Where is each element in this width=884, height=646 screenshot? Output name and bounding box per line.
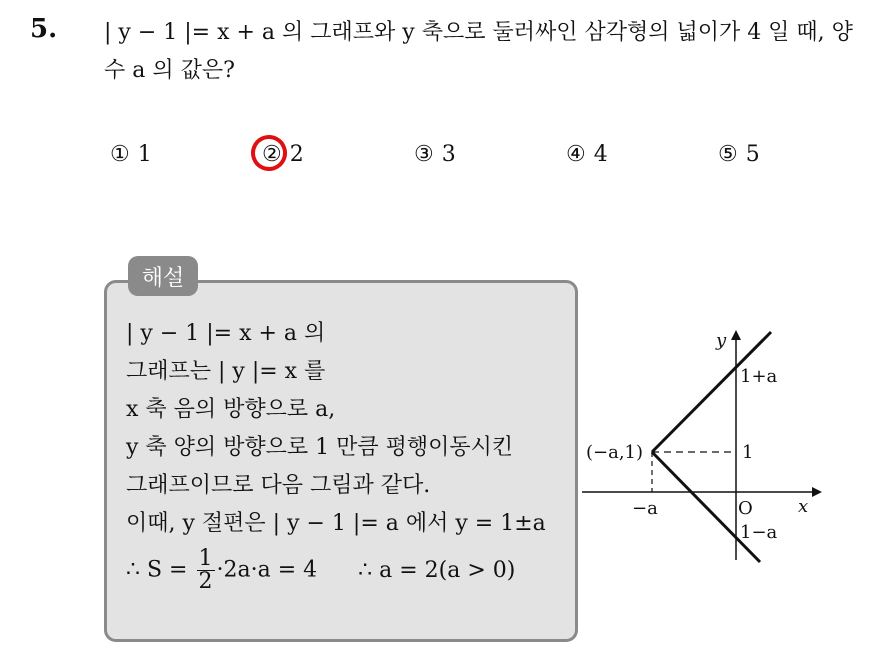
choice-2-value: 2 <box>289 142 304 167</box>
solution-line-5: 그래프이므로 다음 그림과 같다. <box>126 473 431 498</box>
question-text: | y − 1 |= x + a 의 그래프와 y 축으로 둘러싸인 삼각형의 넓이가 4 일 때, 양수 a 의 값은? <box>104 20 853 83</box>
choice-4-value: 4 <box>593 142 608 167</box>
question-number: 5. <box>30 14 58 44</box>
choice-1-value: 1 <box>137 142 152 167</box>
graph-figure <box>580 320 880 570</box>
solution-tag: 해설 <box>128 256 198 296</box>
choice-5-mark: ⑤ <box>718 142 738 167</box>
choice-4[interactable] <box>566 142 608 167</box>
fraction-denominator: 2 <box>198 569 213 594</box>
y-label-low: 1−a <box>740 522 778 543</box>
final-rest: ·2a·a = 4 <box>216 557 318 583</box>
answer-choices <box>0 142 884 178</box>
choice-1-mark: ① <box>110 142 130 167</box>
choice-1[interactable] <box>110 142 152 167</box>
final-prefix: ∴ S = <box>126 557 188 583</box>
choice-3[interactable] <box>414 142 456 167</box>
choice-2-mark: ② <box>262 142 282 167</box>
vertex-label: (−a,1) <box>586 442 644 463</box>
final-answer: ∴ a = 2(a > 0) <box>358 557 516 583</box>
solution-line-4: y 축 양의 방향으로 1 만큼 평행이동시킨 <box>126 435 514 460</box>
solution-line-2: 그래프는 | y |= x 를 <box>126 359 326 384</box>
choice-5[interactable] <box>718 142 760 167</box>
y-label-mid: 1 <box>742 442 754 463</box>
y-axis-label: y <box>716 330 727 351</box>
choice-3-mark: ③ <box>414 142 434 167</box>
graph-upper-branch <box>652 332 771 452</box>
solution-line-3: x 축 음의 방향으로 a, <box>126 397 336 422</box>
y-label-top: 1+a <box>740 366 778 387</box>
solution-final-line <box>126 548 515 593</box>
choice-3-value: 3 <box>441 142 456 167</box>
x-axis-label: x <box>798 496 809 517</box>
fraction-one-half <box>197 548 215 593</box>
choice-5-value: 5 <box>745 142 760 167</box>
solution-line-6: 이때, y 절편은 | y − 1 |= a 에서 y = 1±a <box>126 511 546 536</box>
origin-label: O <box>738 498 753 519</box>
solution-line-1: | y − 1 |= x + a 의 <box>126 321 326 346</box>
choice-4-mark: ④ <box>566 142 586 167</box>
x-tick-label: −a <box>632 498 658 519</box>
fraction-numerator: 1 <box>198 546 213 571</box>
